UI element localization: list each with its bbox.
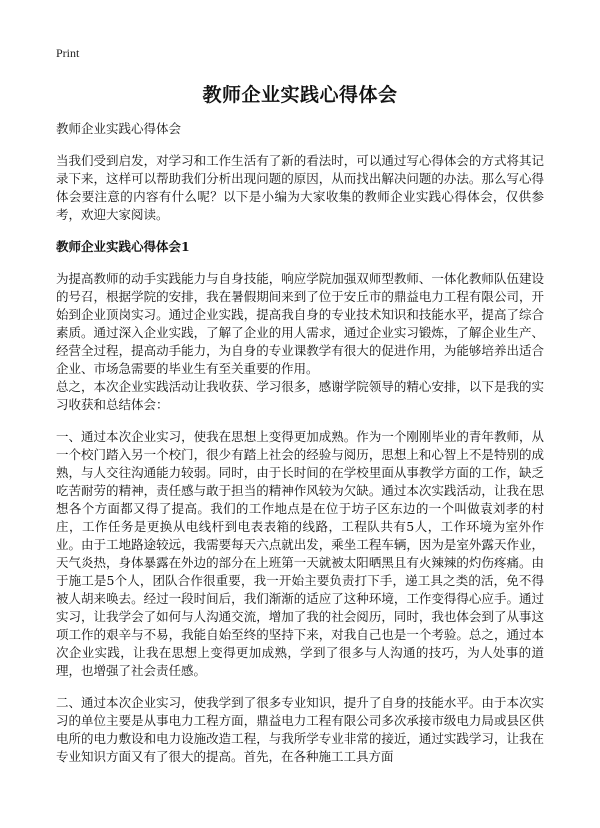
body-paragraph-1: 为提高教师的动手实践能力与自身技能，响应学院加强双师型教师、一体化教师队伍建设的号召，根据学院的安排，我在暑假期间来到了位于安丘市的鼎益电力工程有限公司，开始到企业顶岗实习。通过企业实践，提高我自身的专业技术知识和技能水平，提高了综合素质。通过深入企业实践，了解了企业的用人需求，通过企业实习锻炼，了解企业生产、经营全过程，提高动手能力，为自身的专业课教学有很大的促进作用，为能够培养出适合企业、市场急需要的毕业生有至关重要的作用。 [56, 271, 544, 376]
document-title: 教师企业实践心得体会 [202, 84, 398, 106]
body-paragraph-4: 二、通过本次企业实习，使我学到了很多专业知识，提升了自身的技能水平。由于本次实习的单位主要是从事电力工程方面，鼎益电力工程有限公司多次承接市级电力局或县区供电所的电力敷设和电力设施改造工程，与我所学专业非常的接近，通过实践学习，让我在专业知识方面又有了很大的提高。首先，在各种施工工具方面 [56, 695, 544, 764]
body-paragraph-3: 一、通过本次企业实习，使我在思想上变得更加成熟。作为一个刚刚毕业的青年教师，从一个校门踏入另一个校门，很少有踏上社会的经验与阅历，思想上和心智上不是特别的成熟，与人交往沟通能力较弱。同时，由于长时间的在学校里面从事教学方面的工作，缺乏吃苦耐劳的精神，责任感与敢于担当的精神作风较为欠缺。通过本次实践活动，让我在思想各个方面都又得了提高。我们的工作地点是在位于坊子区东边的一个叫做袁刘孝的村庄，工作任务是更换从电线杆到电表表箱的线路，工程队共有5人，工作环境为室外作业。由于工地路途较远，我需要每天六点就出发，乘坐工程车辆，因为是室外露天作业，天气炎热，身体暴露在外边的部分在上班第一天就被太阳晒黑且有火辣辣的灼伤疼痛。由于施工是5个人，团队合作很重要，我一开始主要负责打下手，递工具之类的活，免不得被人胡来唤去。经过一段时间后，我们渐渐的适应了这种环境，工作变得得心应手。通过实习，让我学会了如何与人沟通交流，增加了我的社会阅历，同时，我也体会到了从事这项工作的艰辛与不易，我能自始至终的坚持下来，对我自己也是一个考验。总之，通过本次企业实践，让我在思想上变得更加成熟，学到了很多与人沟通的技巧，为人处事的道理，也增强了社会责任感。 [56, 429, 544, 678]
section-heading: 教师企业实践心得体会1 [56, 239, 190, 254]
document-subtitle: 教师企业实践心得体会 [56, 121, 182, 136]
document-body [56, 120, 544, 780]
print-label: Print [56, 46, 80, 60]
body-paragraph-2: 总之，本次企业实践活动让我收获、学习很多，感谢学院领导的精心安排，以下是我的实习收获和总结体会： [56, 379, 544, 412]
intro-paragraph: 当我们受到启发，对学习和工作生活有了新的看法时，可以通过写心得体会的方式将其记录下来，这样可以帮助我们分析出现问题的原因，从而找出解决问题的办法。那么写心得体会要注意的内容有什么呢？以下是小编为大家收集的教师企业实践心得体会，仅供参考，欢迎大家阅读。 [56, 153, 544, 222]
